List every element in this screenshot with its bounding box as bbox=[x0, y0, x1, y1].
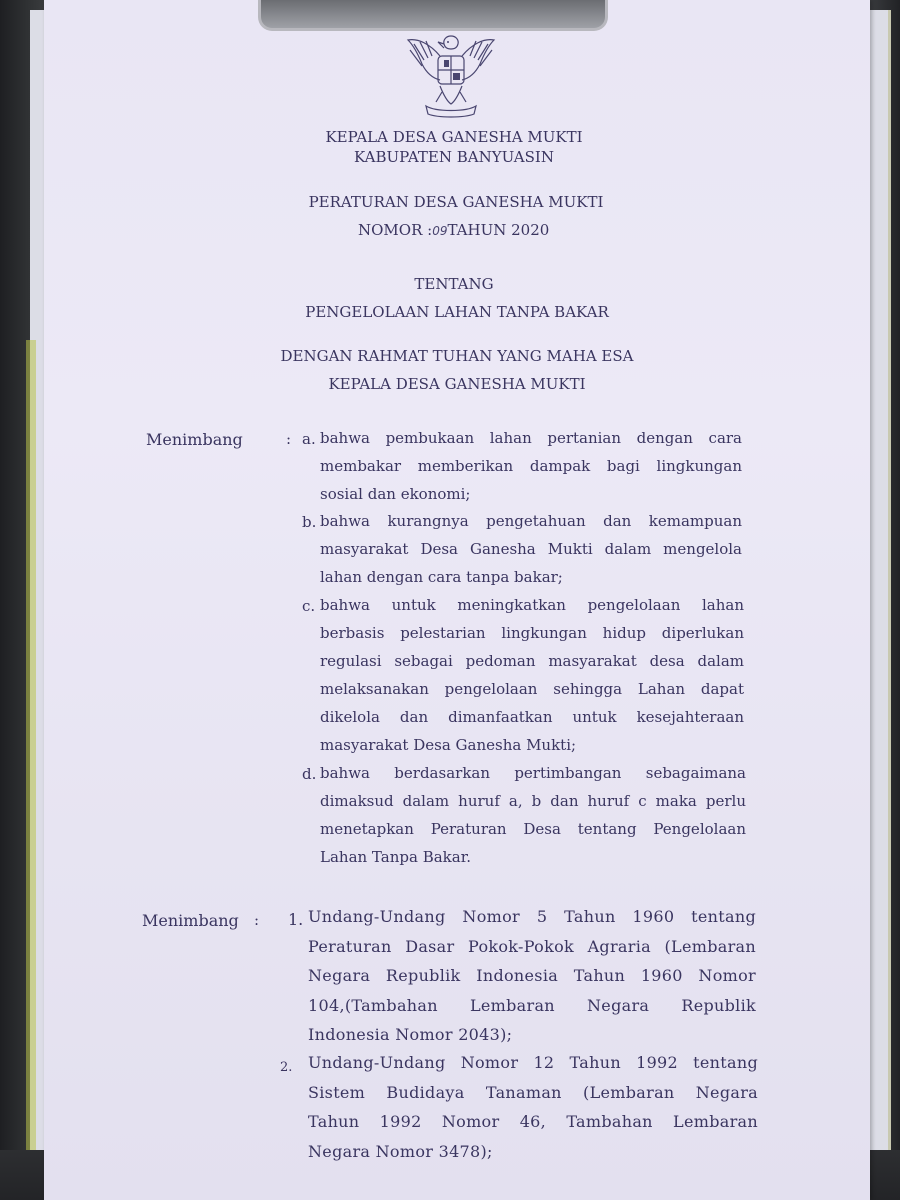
legal-basis-1-line: Undang-Undang Nomor 5 Tahun 1960 tentang bbox=[308, 907, 756, 926]
number-handwritten: 09 bbox=[432, 224, 448, 238]
number-suffix: TAHUN 2020 bbox=[447, 221, 550, 239]
legal-basis-2 bbox=[308, 1048, 758, 1166]
consideration-c-line: regulasi sebagai pedoman masyarakat desa dalam bbox=[320, 652, 744, 670]
consideration-a-line: bahwa pembukaan lahan pertanian dengan cara bbox=[320, 429, 742, 447]
preamble-line-1: DENGAN RAHMAT TUHAN YANG MAHA ESA bbox=[280, 347, 634, 365]
garuda-emblem-icon bbox=[400, 30, 502, 122]
legal-basis-mark-1: 1. bbox=[288, 910, 304, 929]
consideration-a bbox=[320, 424, 742, 508]
consideration-d-line: Lahan Tanpa Bakar. bbox=[320, 848, 471, 866]
consideration-d-line: bahwa berdasarkan pertimbangan sebagaimana bbox=[320, 764, 746, 782]
legal-basis-1-line: Indonesia Nomor 2043); bbox=[308, 1025, 513, 1044]
legal-basis-1-line: Peraturan Dasar Pokok-Pokok Agraria (Lembaran bbox=[308, 936, 756, 956]
consideration-a-line: sosial dan ekonomi; bbox=[320, 485, 471, 503]
preamble-line-2: KEPALA DESA GANESHA MUKTI bbox=[328, 375, 586, 393]
header-line-1: KEPALA DESA GANESHA MUKTI bbox=[325, 128, 583, 146]
legal-basis-2-line: Negara Nomor 3478); bbox=[308, 1141, 493, 1161]
legal-basis-1-line: Negara Republik Indonesia Tahun 1960 Nomor bbox=[308, 966, 756, 985]
consideration-d-line: menetapkan Peraturan Desa tentang Pengelolaan bbox=[320, 820, 746, 838]
legal-basis-2-line: Undang-Undang Nomor 12 Tahun 1992 tentang bbox=[308, 1053, 758, 1072]
consideration-d bbox=[320, 759, 746, 871]
consideration-mark-c: c. bbox=[302, 597, 316, 615]
consideration-b bbox=[320, 507, 742, 591]
menimbang-label: Menimbang bbox=[146, 430, 243, 449]
consideration-d-line: dimaksud dalam huruf a, b dan huruf c maka perlu bbox=[320, 792, 746, 810]
consideration-c-line: berbasis pelestarian lingkungan hidup diperlukan bbox=[320, 624, 744, 642]
legal-basis-1-line: 104,(Tambahan Lembaran Negara Republik bbox=[308, 995, 756, 1015]
consideration-mark-a: a. bbox=[302, 430, 316, 448]
number-prefix: NOMOR : bbox=[358, 221, 433, 239]
consideration-c-line: masyarakat Desa Ganesha Mukti; bbox=[320, 736, 577, 754]
header-line-2: KABUPATEN BANYUASIN bbox=[354, 148, 554, 166]
consideration-mark-b: b. bbox=[302, 513, 317, 531]
legal-basis-colon: : bbox=[254, 911, 260, 929]
consideration-c bbox=[320, 591, 744, 759]
consideration-c-line: dikelola dan dimanfaatkan untuk kesejahteraan bbox=[320, 708, 744, 726]
legal-basis-2-line: Sistem Budidaya Tanaman (Lembaran Negara bbox=[308, 1082, 758, 1102]
folder-edge bbox=[26, 340, 36, 1200]
consideration-b-line: masyarakat Desa Ganesha Mukti dalam mengelola bbox=[320, 540, 742, 558]
regulation-number bbox=[358, 221, 549, 239]
consideration-a-line: membakar memberikan dampak bagi lingkungan bbox=[320, 457, 742, 475]
legal-basis-1 bbox=[308, 902, 756, 1050]
legal-basis-mark-2: 2. bbox=[280, 1060, 293, 1075]
legal-basis-2-line: Tahun 1992 Nomor 46, Tambahan Lembaran bbox=[308, 1112, 758, 1131]
legal-basis-label: Menimbang bbox=[142, 911, 239, 930]
consideration-b-line: bahwa kurangnya pengetahuan dan kemampuan bbox=[320, 512, 742, 530]
consideration-mark-d: d. bbox=[302, 765, 317, 783]
regulation-subject: PENGELOLAAN LAHAN TANPA BAKAR bbox=[305, 303, 609, 321]
consideration-c-line: melaksanakan pengelolaan sehingga Lahan dapat bbox=[320, 680, 744, 698]
menimbang-colon: : bbox=[286, 430, 292, 448]
about-heading: TENTANG bbox=[414, 275, 494, 293]
clipboard-clip bbox=[258, 0, 608, 31]
consideration-c-line: bahwa untuk meningkatkan pengelolaan lahan bbox=[320, 596, 744, 614]
consideration-b-line: lahan dengan cara tanpa bakar; bbox=[320, 568, 563, 586]
regulation-title: PERATURAN DESA GANESHA MUKTI bbox=[308, 193, 604, 211]
